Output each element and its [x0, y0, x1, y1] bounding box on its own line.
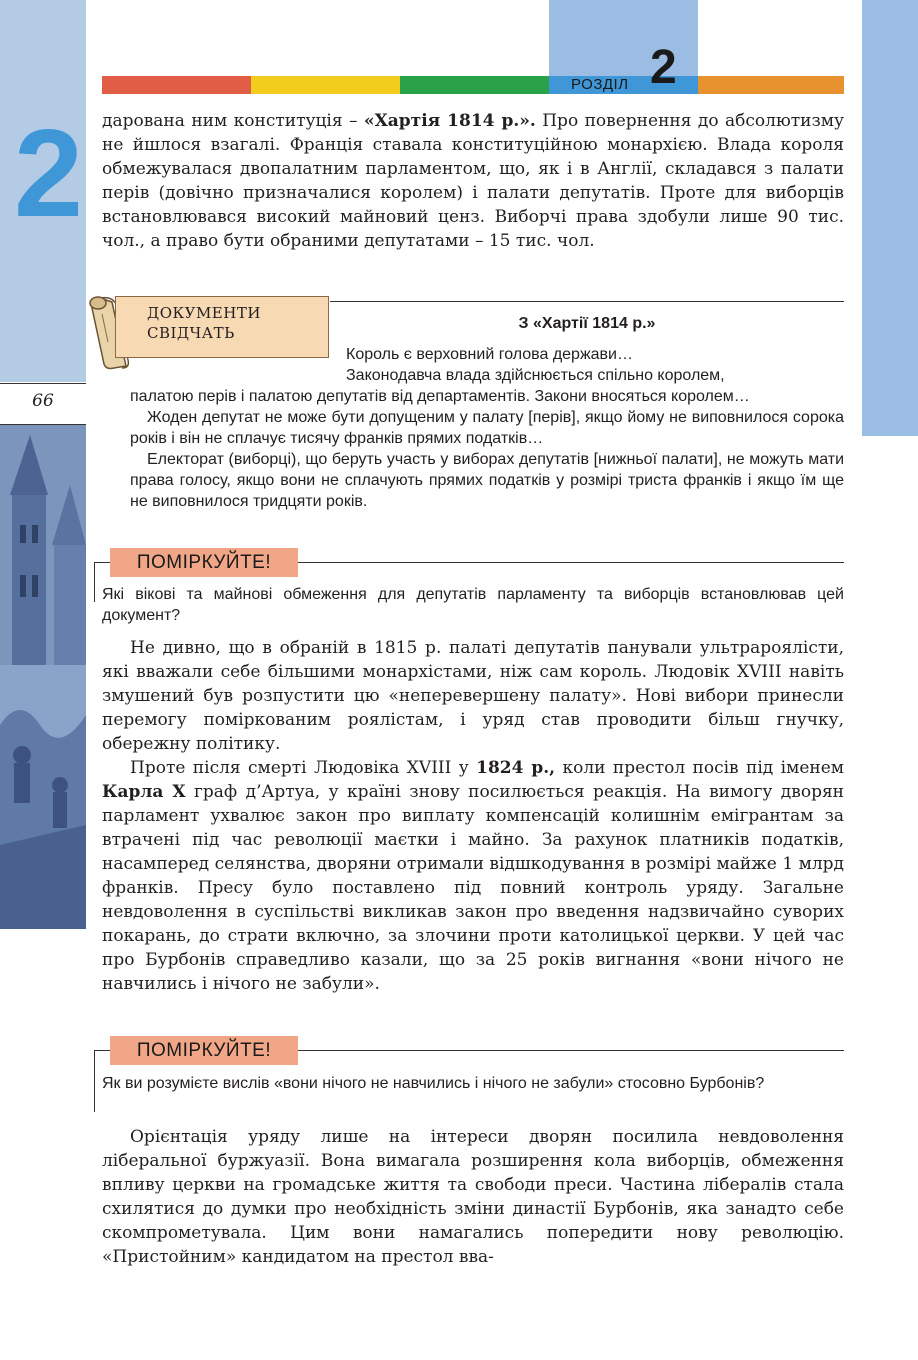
document-line: Король є верховний голова держави… Законодавча влада здійснюється спільно королем, — [346, 346, 725, 384]
intro-paragraph: дарована ним конституція – «Хартія 1814 р.». Про повернення до абсолютизму не йшлося взагалі. Франція ставала конституційною монархією. Влада короля обмежувалася двопалатним парламентом, що, як і в Англії, складався з палати перів (довічно призначалися королем) і палати депутатів. Проте для виборців встановлювався високий майновий ценз. Виборчі права здобули лише 90 тис. чол., а право бути обраними депутатами – 15 тис. чол. — [102, 111, 844, 251]
header-stripe-red — [102, 76, 251, 94]
header-stripe-orange — [698, 76, 844, 94]
documents-label-line1: ДОКУМЕНТИ — [147, 304, 261, 322]
think-label: ПОМІРКУЙТЕ! — [110, 1036, 298, 1065]
think-question: Як ви розумієте вислів «вони нічого не навчились і нічого не забули» стосовно Бурбонів? — [102, 1075, 765, 1092]
documents-label — [115, 296, 329, 358]
chapter-margin-number: 2 — [14, 105, 83, 243]
think-question: Які вікові та майнові обмеження для депутатів парламенту та виборців встановлював цей документ? — [102, 586, 844, 624]
divider — [94, 1050, 95, 1112]
divider — [94, 562, 95, 602]
document-title: З «Хартії 1814 р.» — [518, 315, 656, 332]
right-margin-band — [862, 0, 918, 436]
section-number: 2 — [650, 41, 677, 94]
final-paragraph: Орієнтація уряду лише на інтереси дворян посилила невдоволення ліберальної буржуазії. Вона вимагала розширення кола виборців, обмеження впливу церкви на громадське життя та свободи преси. Частина лібералів стала схилятися до думки про необхідність зміни династії Бурбонів, яка занадто себе скомпрометувала. Цим вони намагались попередити нову революцію. «Пристойним» кандидатом на престол вва- — [102, 1127, 844, 1267]
header-stripe-yellow — [251, 76, 400, 94]
header-stripe-green — [400, 76, 549, 94]
engraving-illustration — [0, 425, 86, 929]
document-text: палатою перів і палатою депутатів від департаментів. Закони вносяться королем… Жоден депутат не може бути допущеним у палату [перів], якщо йому не виповнилося сорока років і він не сплачує тисячу франків прямих податків… Електорат (виборці), що беруть участь у виборах депутатів [нижньої палати], не можуть мати права голосу, якщо вони не сплачують прямих податків у розмірі триста франків і якщо їм ще не виповнилося тридцяти років. — [130, 388, 844, 510]
main-text: Не дивно, що в обраній в 1815 р. палаті депутатів панували ультрароялісти, які вважали себе більшими монархістами, ніж сам король. Людовік XVIII навіть змушений був розпустити цю «неперевершену палату». Нові вибори принесли перемогу поміркованим роялістам, і уряд став проводити більш гнучку, обережну політику. Проте після смерті Людовіка XVIII у 1824 р., коли престол посів під іменем Карла X граф д’Артуа, у країні знову посилюється реакція. На вимогу дворян парламент ухвалює закон про виплату компенсацій колишнім емігрантам за втрачені під час революції маєтки і майно. За рахунок платників податків, насамперед селянства, дворяни отримали відшкодування в розмірі майже 1 млрд франків. Пресу було поставлено під повний контроль уряду. Загальне невдоволення в суспільстві викликав закон про введення надзвичайно суворих покарань, до страти включно, за злочини проти католицької церкви. У цей час про Бурбонів справедливо казали, що за 25 років вигнання «вони нічого не навчились і нічого не забули». — [102, 638, 845, 994]
think-label: ПОМІРКУЙТЕ! — [110, 548, 298, 577]
page-number: 66 — [32, 391, 54, 411]
documents-label-line2: СВІДЧАТЬ — [147, 324, 235, 342]
divider — [330, 301, 844, 302]
section-label: РОЗДІЛ — [571, 76, 629, 93]
divider — [0, 383, 86, 384]
